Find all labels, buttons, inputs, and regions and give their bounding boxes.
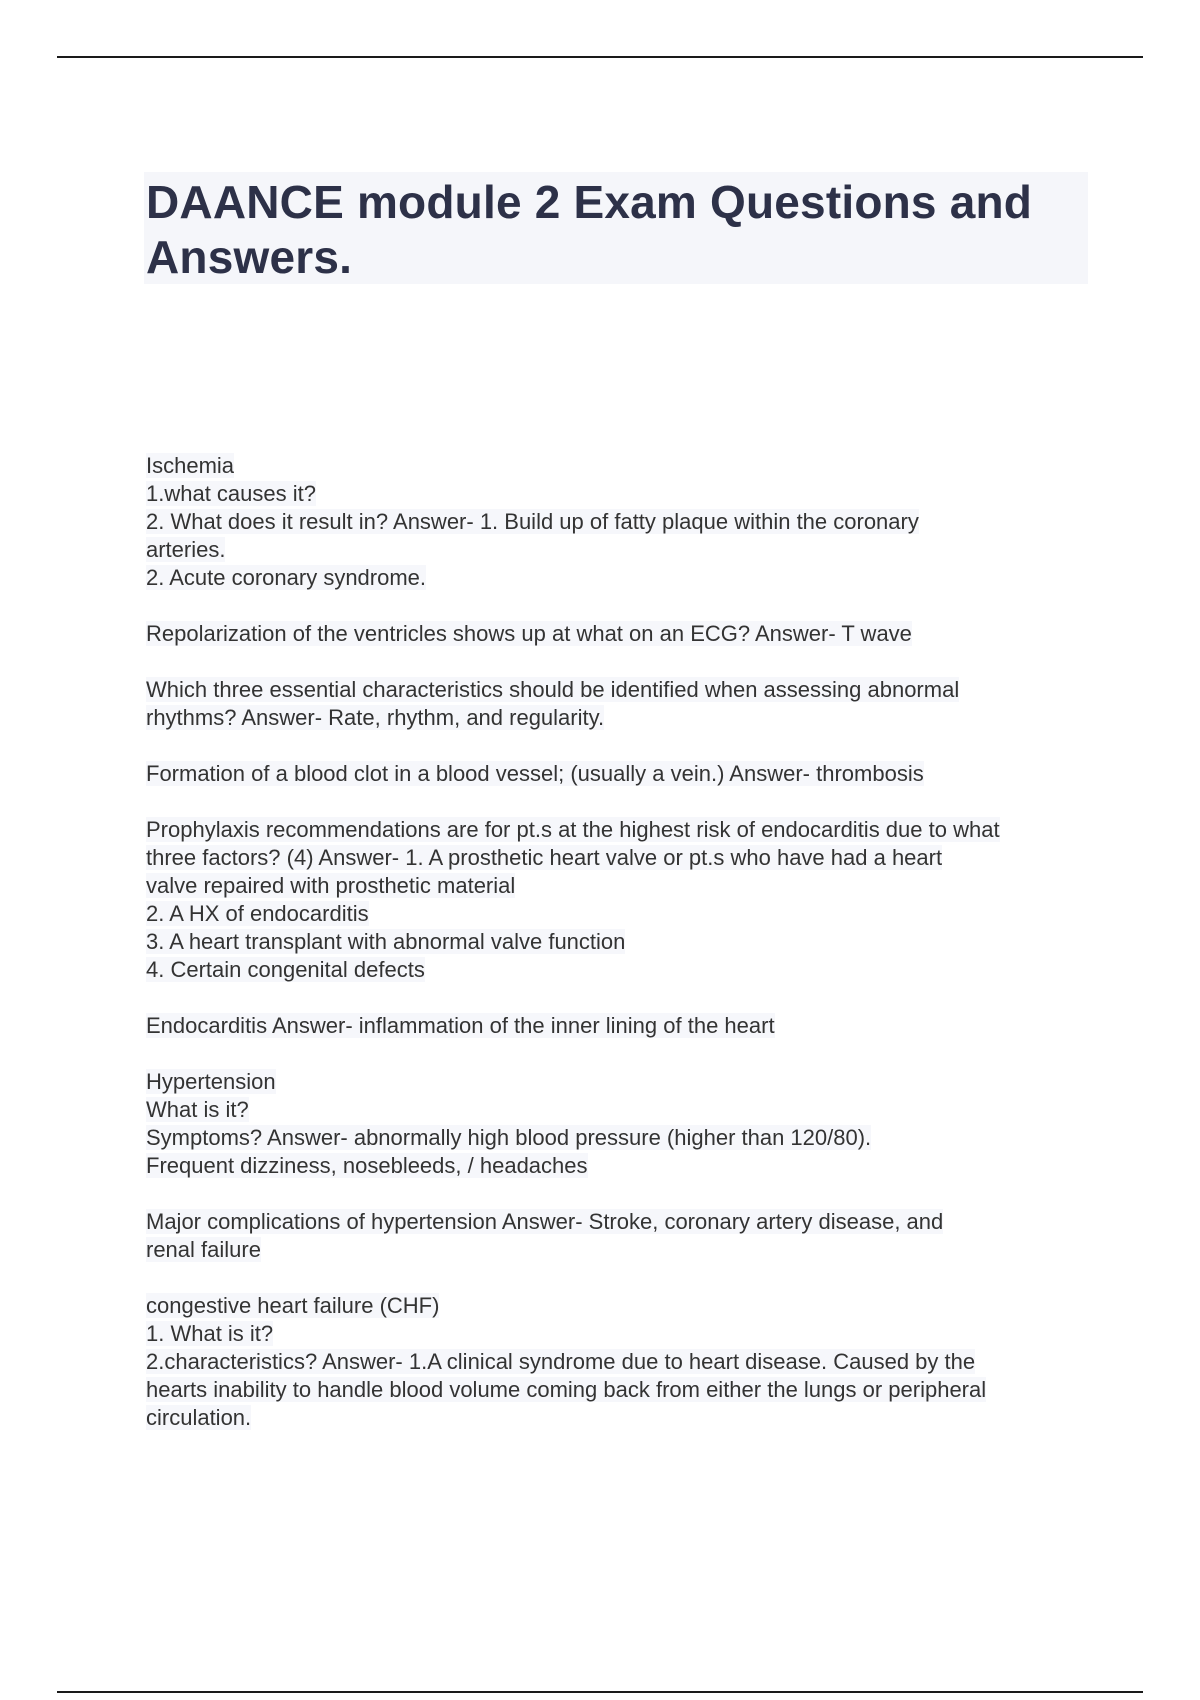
qa-line: renal failure bbox=[146, 1237, 261, 1262]
qa-line: congestive heart failure (CHF) bbox=[146, 1293, 440, 1318]
qa-item-prophylaxis bbox=[146, 816, 1096, 984]
qa-item-hypertension bbox=[146, 1068, 1096, 1180]
document-title bbox=[146, 175, 1086, 285]
bottom-horizontal-rule bbox=[57, 1691, 1143, 1693]
qa-line: Repolarization of the ventricles shows up at what on an ECG? Answer- T wave bbox=[146, 621, 912, 646]
qa-line: Prophylaxis recommendations are for pt.s at the highest risk of endocarditis due to what bbox=[146, 817, 1000, 842]
qa-line: circulation. bbox=[146, 1405, 252, 1430]
qa-line: 2. A HX of endocarditis bbox=[146, 901, 369, 926]
qa-item-thrombosis bbox=[146, 760, 1096, 788]
qa-line: Endocarditis Answer- inflammation of the inner lining of the heart bbox=[146, 1013, 775, 1038]
qa-line: What is it? bbox=[146, 1097, 249, 1122]
qa-line: Frequent dizziness, nosebleeds, / headaches bbox=[146, 1153, 588, 1178]
qa-line: arteries. bbox=[146, 537, 226, 562]
qa-line: Symptoms? Answer- abnormally high blood pressure (higher than 120/80). bbox=[146, 1125, 872, 1150]
qa-line: 3. A heart transplant with abnormal valve function bbox=[146, 929, 626, 954]
document-title-line: Answers. bbox=[146, 231, 353, 283]
top-horizontal-rule bbox=[57, 56, 1143, 58]
qa-line: Hypertension bbox=[146, 1069, 276, 1094]
qa-line: Major complications of hypertension Answer- Stroke, coronary artery disease, and bbox=[146, 1209, 944, 1234]
document-title-line: DAANCE module 2 Exam Questions and bbox=[146, 176, 1033, 228]
qa-item-ischemia bbox=[146, 452, 1096, 592]
qa-line: rhythms? Answer- Rate, rhythm, and regularity. bbox=[146, 705, 605, 730]
qa-line: 2.characteristics? Answer- 1.A clinical syndrome due to heart disease. Caused by the bbox=[146, 1349, 976, 1374]
qa-item-repolarization bbox=[146, 620, 1096, 648]
qa-line: three factors? (4) Answer- 1. A prosthetic heart valve or pt.s who have had a heart bbox=[146, 845, 943, 870]
qa-line: hearts inability to handle blood volume coming back from either the lungs or peripheral bbox=[146, 1377, 987, 1402]
qa-line: valve repaired with prosthetic material bbox=[146, 873, 516, 898]
qa-line: 1.what causes it? bbox=[146, 481, 316, 506]
qa-line: 2. What does it result in? Answer- 1. Build up of fatty plaque within the coronary bbox=[146, 509, 919, 534]
qa-item-abnormal-rhythms bbox=[146, 676, 1096, 732]
qa-line: Ischemia bbox=[146, 453, 235, 478]
qa-line: Formation of a blood clot in a blood vessel; (usually a vein.) Answer- thrombosis bbox=[146, 761, 924, 786]
qa-line: 4. Certain congenital defects bbox=[146, 957, 425, 982]
qa-item-endocarditis bbox=[146, 1012, 1096, 1040]
qa-line: 1. What is it? bbox=[146, 1321, 274, 1346]
qa-item-chf bbox=[146, 1292, 1096, 1432]
qa-line: Which three essential characteristics should be identified when assessing abnormal bbox=[146, 677, 960, 702]
qa-line: 2. Acute coronary syndrome. bbox=[146, 565, 427, 590]
qa-list bbox=[146, 452, 1096, 1460]
qa-item-hypertension-complications bbox=[146, 1208, 1096, 1264]
